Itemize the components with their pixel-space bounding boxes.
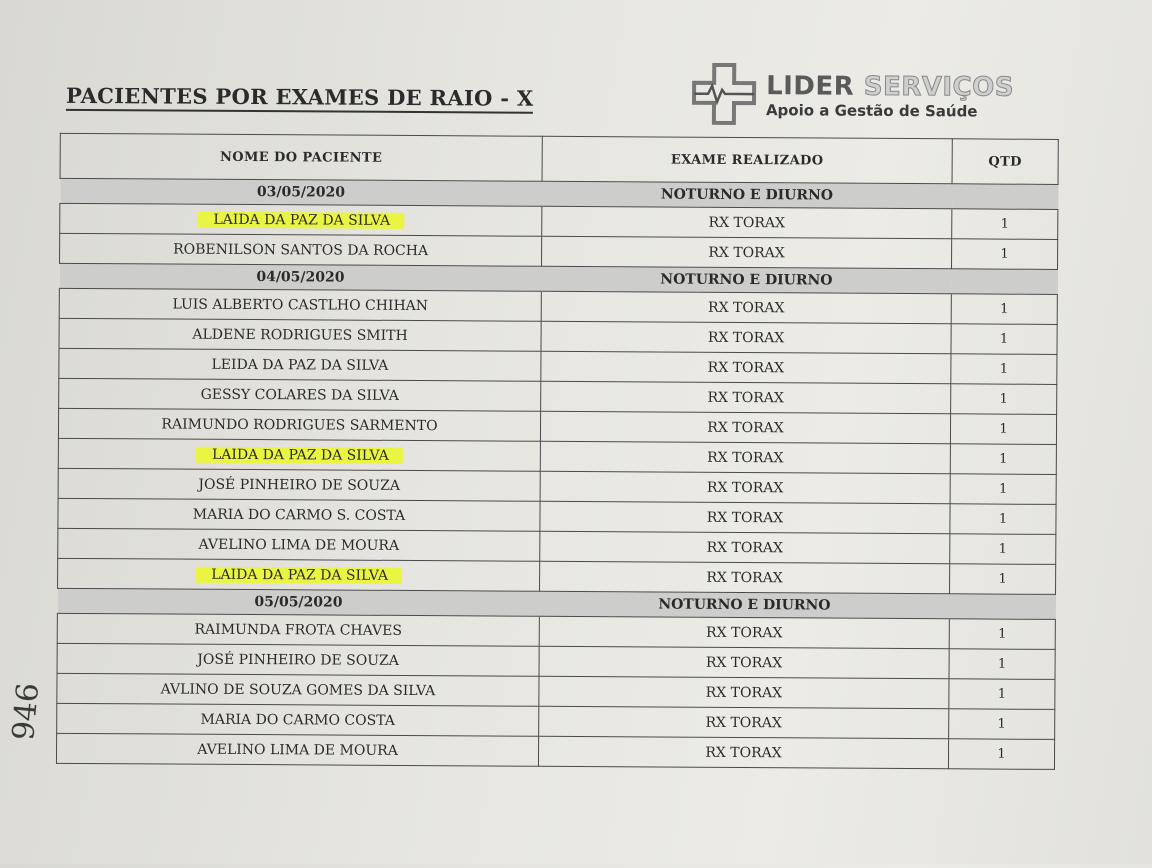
- exam-cell: RX TORAX: [541, 381, 951, 414]
- exam-cell: RX TORAX: [540, 471, 950, 504]
- patient-name: GESSY COLARES DA SILVA: [200, 386, 399, 404]
- qty-cell: 1: [950, 534, 1056, 565]
- patient-name-cell: [57, 673, 539, 706]
- patient-name: LAIDA DA PAZ DA SILVA: [196, 446, 403, 463]
- company-logo: [690, 63, 1050, 129]
- patient-name-cell: [59, 378, 541, 411]
- exam-cell: RX TORAX: [538, 736, 948, 769]
- qty-cell: 1: [951, 294, 1057, 325]
- group-empty-cell: [951, 269, 1057, 295]
- logo-tagline: Apoio a Gestão de Saúde: [765, 101, 978, 121]
- patient-name: MARIA DO CARMO S. COSTA: [192, 506, 406, 524]
- group-date: 03/05/2020: [60, 178, 542, 206]
- qty-cell: 1: [948, 739, 1054, 770]
- page-title: PACIENTES POR EXAMES DE RAIO - X: [66, 83, 534, 114]
- qty-cell: 1: [949, 619, 1055, 650]
- group-date: 04/05/2020: [59, 263, 541, 291]
- patient-name-cell: [59, 318, 541, 351]
- qty-cell: 1: [952, 239, 1058, 270]
- header-qty: QTD: [952, 139, 1058, 185]
- exam-cell: RX TORAX: [540, 561, 950, 594]
- patient-name: JOSÉ PINHEIRO DE SOUZA: [198, 476, 401, 494]
- qty-cell: 1: [951, 354, 1057, 385]
- exam-cell: RX TORAX: [539, 616, 949, 649]
- qty-cell: 1: [949, 649, 1055, 680]
- exam-cell: RX TORAX: [541, 321, 951, 354]
- patient-name-cell: [58, 498, 540, 531]
- exam-cell: RX TORAX: [540, 531, 950, 564]
- group-empty-cell: [949, 594, 1055, 620]
- qty-cell: 1: [950, 564, 1056, 595]
- table-body: [56, 178, 1058, 769]
- exam-table: [56, 133, 1059, 770]
- patient-name-cell: [56, 733, 538, 766]
- patient-name-cell: [60, 203, 542, 236]
- qty-cell: 1: [952, 209, 1058, 240]
- qty-cell: 1: [951, 324, 1057, 355]
- qty-cell: 1: [950, 444, 1056, 475]
- qty-cell: 1: [950, 504, 1056, 535]
- group-empty-cell: [952, 184, 1058, 210]
- logo-brand-part1: LIDER: [766, 71, 855, 102]
- patient-name: LEIDA DA PAZ DA SILVA: [211, 356, 389, 374]
- patient-name: AVELINO LIMA DE MOURA: [197, 741, 398, 759]
- patient-name-cell: [57, 643, 539, 676]
- patient-name-cell: [60, 233, 542, 266]
- patient-name-cell: [59, 288, 541, 321]
- patient-name: LAIDA DA PAZ DA SILVA: [197, 211, 404, 228]
- patient-name-cell: [57, 703, 539, 736]
- patient-name-cell: [58, 468, 540, 501]
- exam-cell: RX TORAX: [542, 206, 952, 239]
- patient-name: ALDENE RODRIGUES SMITH: [192, 326, 408, 344]
- patient-name-cell: [58, 558, 540, 591]
- patient-name: ROBENILSON SANTOS DA ROCHA: [173, 241, 429, 259]
- patient-name: LUIS ALBERTO CASTLHO CHIHAN: [172, 296, 429, 314]
- exam-cell: RX TORAX: [541, 351, 951, 384]
- exam-cell: RX TORAX: [540, 441, 950, 474]
- qty-cell: 1: [951, 384, 1057, 415]
- qty-cell: 1: [950, 414, 1056, 445]
- patient-name-cell: [59, 348, 541, 381]
- patient-name: AVELINO LIMA DE MOURA: [198, 536, 400, 554]
- patient-name: MARIA DO CARMO COSTA: [200, 711, 395, 729]
- patient-name: JOSÉ PINHEIRO DE SOUZA: [197, 651, 399, 669]
- group-shift: NOTURNO E DIURNO: [541, 266, 951, 294]
- qty-cell: 1: [949, 679, 1055, 710]
- exam-cell: RX TORAX: [540, 411, 950, 444]
- logo-brand: [766, 71, 1014, 103]
- exam-cell: RX TORAX: [542, 236, 952, 269]
- table-header-row: [60, 133, 1058, 184]
- patient-name-cell: [58, 528, 540, 561]
- exam-cell: RX TORAX: [539, 706, 949, 739]
- exam-cell: RX TORAX: [539, 646, 949, 679]
- patient-name: LAIDA DA PAZ DA SILVA: [195, 566, 402, 583]
- handwritten-margin-note: 946: [6, 681, 47, 742]
- patient-name: RAIMUNDO RODRIGUES SARMENTO: [161, 415, 438, 434]
- medical-cross-icon: [690, 63, 758, 125]
- table-row: [56, 733, 1054, 769]
- patient-name-cell: [57, 613, 539, 646]
- logo-brand-part2: SERVIÇOS: [863, 71, 1015, 103]
- exam-cell: RX TORAX: [539, 676, 949, 709]
- exam-cell: RX TORAX: [541, 291, 951, 324]
- patient-name-cell: [58, 438, 540, 471]
- exam-cell: RX TORAX: [540, 501, 950, 534]
- patient-name: RAIMUNDA FROTA CHAVES: [194, 621, 403, 639]
- patient-name: AVLINO DE SOUZA GOMES DA SILVA: [160, 680, 436, 699]
- group-shift: NOTURNO E DIURNO: [539, 591, 949, 619]
- header-patient-name: NOME DO PACIENTE: [60, 133, 542, 181]
- header-exam: EXAME REALIZADO: [542, 136, 952, 184]
- group-shift: NOTURNO E DIURNO: [542, 181, 952, 209]
- patient-name-cell: [58, 408, 540, 441]
- qty-cell: 1: [950, 474, 1056, 505]
- qty-cell: 1: [949, 709, 1055, 740]
- group-date: 05/05/2020: [57, 588, 539, 616]
